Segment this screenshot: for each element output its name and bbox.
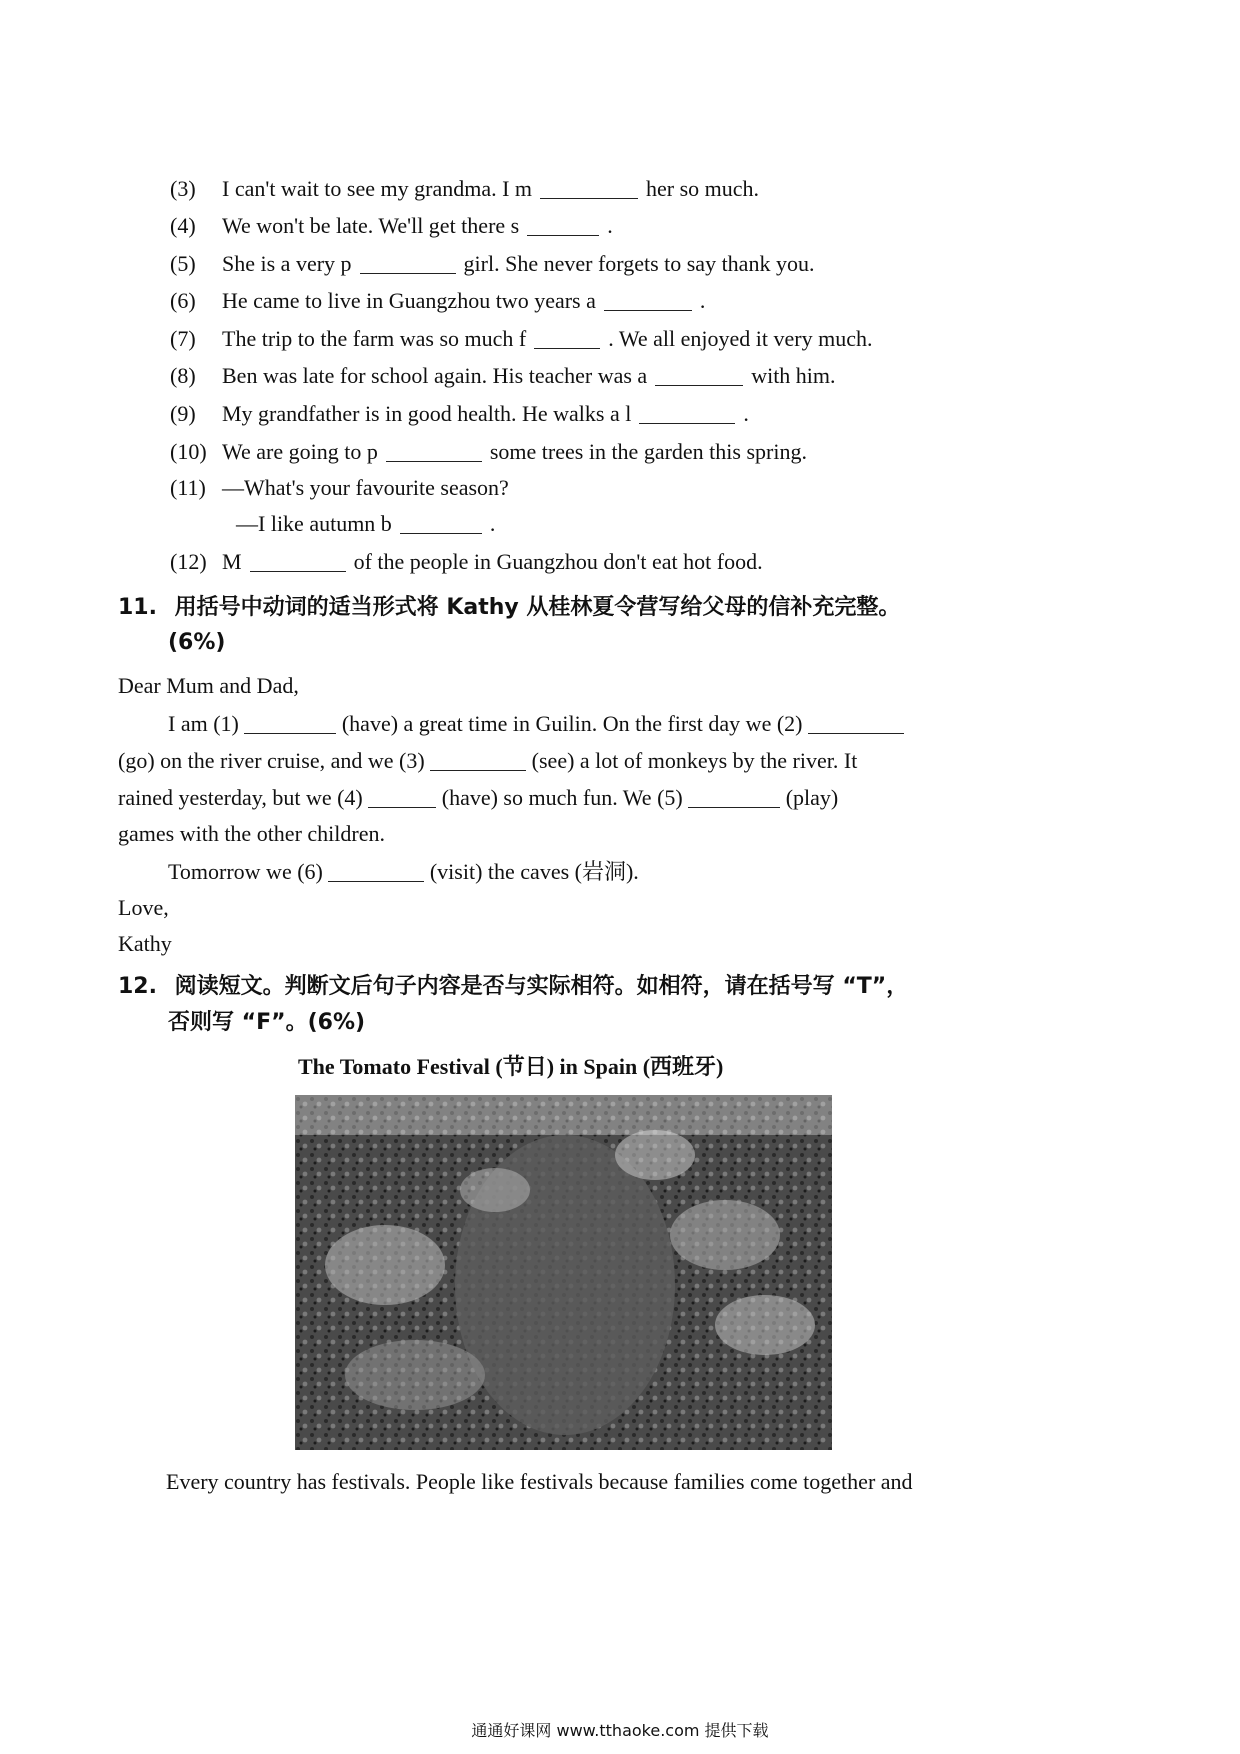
answer-blank[interactable] (604, 290, 692, 311)
passage-body: Every country has festivals. People like festivals because families come together and (166, 1469, 913, 1494)
answer-blank-3[interactable] (430, 750, 526, 771)
answer-blank-6[interactable] (328, 861, 424, 882)
exercise-item (170, 325, 872, 353)
q12-number: 12. (118, 974, 157, 999)
answer-blank[interactable] (360, 253, 456, 274)
item-number: (3) (170, 176, 196, 201)
answer-blank[interactable] (400, 513, 482, 534)
exercise-item (170, 212, 613, 240)
q11-number: 11. (118, 595, 157, 620)
item-text-before: We won't be late. We'll get there s (222, 213, 520, 238)
answer-blank[interactable] (527, 215, 599, 236)
letter-signature: Kathy (118, 931, 172, 956)
page-footer: 通通好课网 www.tthaoke.com 提供下载 (471, 1721, 769, 1740)
item-text-before: M (222, 549, 242, 574)
exercise-item (170, 175, 759, 203)
item-number: (4) (170, 213, 196, 238)
q12-heading (118, 972, 908, 1002)
item-number: (12) (170, 549, 207, 574)
item-text-after: . (699, 288, 706, 313)
item-text-before: We are going to p (222, 439, 378, 464)
tomato-festival-photo (295, 1095, 832, 1450)
exercise-item (170, 438, 807, 466)
answer-blank[interactable] (639, 403, 735, 424)
answer-blank-5[interactable] (688, 787, 780, 808)
letter-closing: Love, (118, 895, 169, 920)
q12-instruction: 阅读短文。判断文后句子内容是否与实际相符。如相符，请在括号写 “T”， (174, 974, 909, 999)
item-text-before: He came to live in Guangzhou two years a (222, 288, 596, 313)
q11-instruction: 用括号中动词的适当形式将 Kathy 从桂林夏令营写给父母的信补充完整。 (174, 595, 901, 620)
letter-greeting: Dear Mum and Dad, (118, 673, 299, 698)
exercise-item (170, 250, 814, 278)
answer-blank-2[interactable] (808, 713, 904, 734)
item-text-before: She is a very p (222, 251, 352, 276)
q11-heading (118, 593, 900, 623)
q12-instruction-cont: 否则写 “F”。(6%) (168, 1010, 366, 1035)
item-text-before: The trip to the farm was so much f (222, 326, 527, 351)
passage-title: The Tomato Festival (节日) in Spain (西班牙) (298, 1054, 724, 1079)
answer-blank[interactable] (534, 328, 600, 349)
answer-blank-1[interactable] (244, 713, 336, 734)
item-text-before: —I like autumn b (236, 511, 392, 536)
exercise-item (236, 510, 495, 538)
item-text-after: of the people in Guangzhou don't eat hot food. (353, 549, 763, 574)
answer-blank[interactable] (386, 441, 482, 462)
item-number: (11) (170, 475, 206, 500)
item-text-before: My grandfather is in good health. He walks a l (222, 401, 632, 426)
item-text-after: . (489, 511, 496, 536)
answer-blank[interactable] (540, 178, 638, 199)
answer-blank[interactable] (250, 551, 346, 572)
letter-line-4: games with the other children. (118, 821, 385, 846)
item-text-after: some trees in the garden this spring. (489, 439, 807, 464)
item-number: (10) (170, 439, 207, 464)
answer-blank[interactable] (655, 365, 743, 386)
letter-line-1: I am (1) (have) a great time in Guilin. On the first day we (2) (168, 710, 904, 738)
item-text-after: her so much. (646, 176, 760, 201)
exercise-item (170, 400, 749, 428)
item-number: (5) (170, 251, 196, 276)
item-text-after: . We all enjoyed it very much. (608, 326, 873, 351)
item-number: (6) (170, 288, 196, 313)
letter-line-5: Tomorrow we (6) (visit) the caves (岩洞). (168, 859, 639, 884)
exercise-item (170, 362, 836, 390)
item-text-before: Ben was late for school again. His teacher was a (222, 363, 648, 388)
exercise-item (170, 474, 509, 502)
answer-blank-4[interactable] (368, 787, 436, 808)
item-text-before: —What's your favourite season? (222, 475, 509, 500)
item-number: (7) (170, 326, 196, 351)
item-number: (8) (170, 363, 196, 388)
item-text-after: with him. (751, 363, 836, 388)
exercise-item (170, 287, 705, 315)
item-text-after: . (607, 213, 613, 238)
letter-line-2: (go) on the river cruise, and we (3) (see) a lot of monkeys by the river. It (118, 748, 858, 773)
item-text-after: girl. She never forgets to say thank you. (463, 251, 815, 276)
letter-line-3: rained yesterday, but we (4) (have) so much fun. We (5) (play) (118, 785, 839, 810)
exercise-item (170, 548, 763, 576)
item-text-before: I can't wait to see my grandma. I m (222, 176, 533, 201)
crowd-image (295, 1095, 832, 1450)
q11-score: (6%) (168, 630, 226, 655)
item-text-after: . (743, 401, 749, 426)
item-number: (9) (170, 401, 196, 426)
